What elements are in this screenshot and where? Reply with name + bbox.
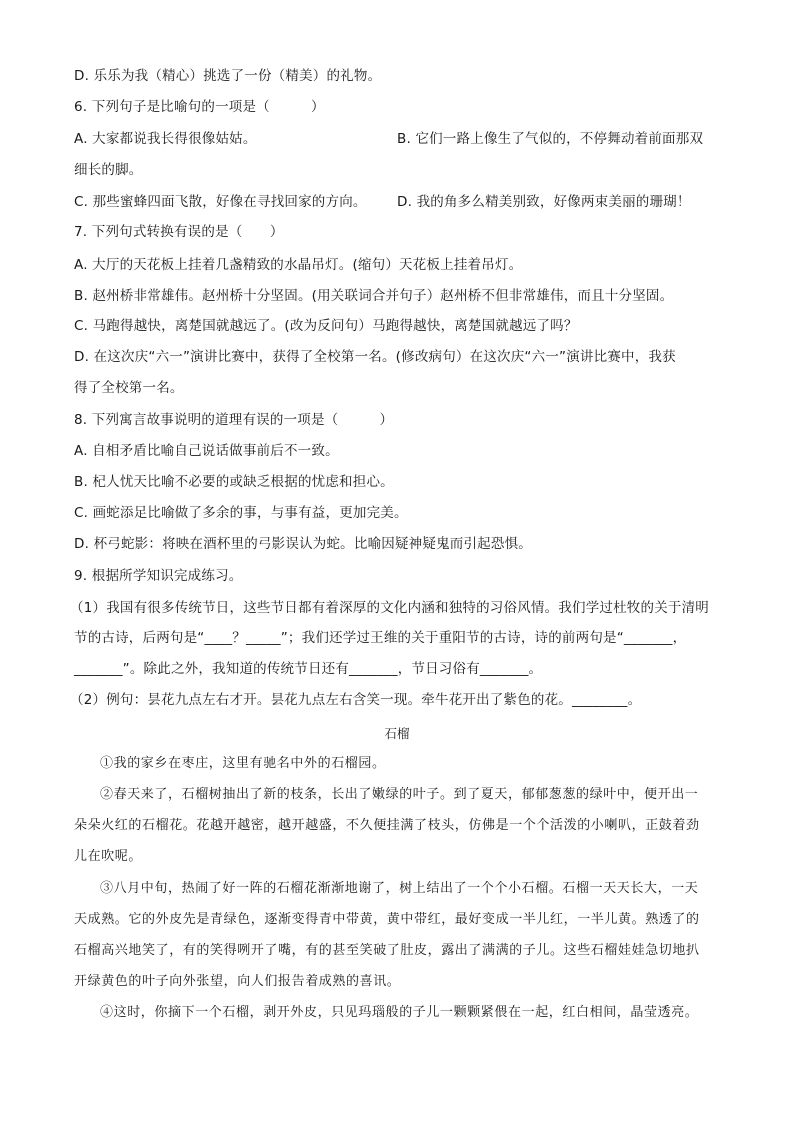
q9-stem: 9. 根据所学知识完成练习。 xyxy=(74,568,243,584)
q6-option-a: A. 大家都说我长得很像姑姑。 xyxy=(74,131,257,147)
q8-option-a: A. 自相矛盾比喻自己说话做事前后不一致。 xyxy=(74,443,339,459)
q7-option-d: D. 在这次庆“六一”演讲比赛中，获得了全校第一名。(修改病句）在这次庆“六一”演讲比赛中，我获 xyxy=(74,349,676,365)
q7-option-b: B. 赵州桥非常雄伟。赵州桥十分坚固。(用关联词合并句子）赵州桥不但非常雄伟，而且十分坚固。 xyxy=(74,288,674,304)
passage-paragraph-4: ④这时，你摘下一个石榴，剥开外皮，只见玛瑙般的子儿一颗颗紧偎在一起，红白相间，晶莹透亮。 xyxy=(100,1005,699,1020)
q6-stem: 6. 下列句子是比喻句的一项是（ ） xyxy=(74,99,325,115)
passage-paragraph-2-line3: 儿在吹呢。 xyxy=(74,849,143,864)
q6-option-b-cont: 细长的脚。 xyxy=(74,162,143,178)
passage-paragraph-1: ①我的家乡在枣庄，这里有驰名中外的石榴园。 xyxy=(100,756,386,771)
q7-stem: 7. 下列句式转换有误的是（ ） xyxy=(74,224,284,240)
q8-option-c: C. 画蛇添足比喻做了多余的事，与事有益，更加完美。 xyxy=(74,505,408,521)
passage-title: 石榴 xyxy=(384,726,410,741)
passage-paragraph-3-line2: 天成熟。它的外皮先是青绿色，逐渐变得青中带黄，黄中带红，最好变成一半儿红，一半儿黄。熟透了的 xyxy=(74,912,700,927)
q8-option-b: B. 杞人忧天比喻不必要的或缺乏根据的忧虑和担心。 xyxy=(74,474,394,490)
q9-part1-line3: _______”。除此之外，我知道的传统节日还有_______，节日习俗有_______。 xyxy=(74,661,543,677)
q8-stem: 8. 下列寓言故事说明的道理有误的一项是（ ） xyxy=(74,412,394,428)
q7-option-d-cont: 得了全校第一名。 xyxy=(74,380,184,396)
q7-option-c: C. 马跑得越快，离楚国就越远了。(改为反问句）马跑得越快，离楚国就越远了吗？ xyxy=(74,318,578,334)
q6-option-d: D. 我的角多么精美别致，好像两束美丽的珊瑚！ xyxy=(397,194,691,210)
q8-option-d: D. 杯弓蛇影：将映在酒杯里的弓影误认为蛇。比喻因疑神疑鬼而引起恐惧。 xyxy=(74,536,532,552)
passage-paragraph-2-line1: ②春天来了，石榴树抽出了新的枝条，长出了嫩绿的叶子。到了夏天，郁郁葱葱的绿叶中，便开出一 xyxy=(100,787,699,802)
q5-option-d: D. 乐乐为我（精心）挑选了一份（精美）的礼物。 xyxy=(74,68,382,84)
q9-part2: （2）例句：昙花九点左右才开。昙花九点左右含笑一现。牵牛花开出了紫色的花。________。 xyxy=(70,692,642,708)
q9-part1-line1: （1）我国有很多传统节日，这些节日都有着深厚的文化内涵和独特的习俗风情。我们学过杜牧的关于清明 xyxy=(70,600,709,616)
q9-part1-line2: 节的古诗，后两句是“____？_____”；我们还学过王维的关于重阳节的古诗，诗的前两句是“_______， xyxy=(74,630,687,646)
q7-option-a: A. 大厅的天花板上挂着几盏精致的水晶吊灯。(缩句）天花板上挂着吊灯。 xyxy=(74,257,523,273)
passage-paragraph-3-line4: 开绿黄色的叶子向外张望，向人们报告着成熟的喜讯。 xyxy=(74,974,401,989)
passage-paragraph-3-line3: 石榴高兴地笑了，有的笑得咧开了嘴，有的甚至笑破了肚皮，露出了满满的子儿。这些石榴娃娃急切地扒 xyxy=(74,943,700,958)
q6-option-b: B. 它们一路上像生了气似的，不停舞动着前面那双 xyxy=(397,131,704,147)
passage-paragraph-3-line1: ③八月中旬，热闹了好一阵的石榴花渐渐地谢了，树上结出了一个个小石榴。石榴一天天长大，一天 xyxy=(100,881,699,896)
q6-option-c: C. 那些蜜蜂四面飞散，好像在寻找回家的方向。 xyxy=(74,194,367,210)
q6-option-row-1 xyxy=(74,129,257,149)
passage-paragraph-2-line2: 朵朵火红的石榴花。花越开越密，越开越盛，不久便挂满了枝头，仿佛是一个个活泼的小喇叭，正鼓着劲 xyxy=(74,818,700,833)
